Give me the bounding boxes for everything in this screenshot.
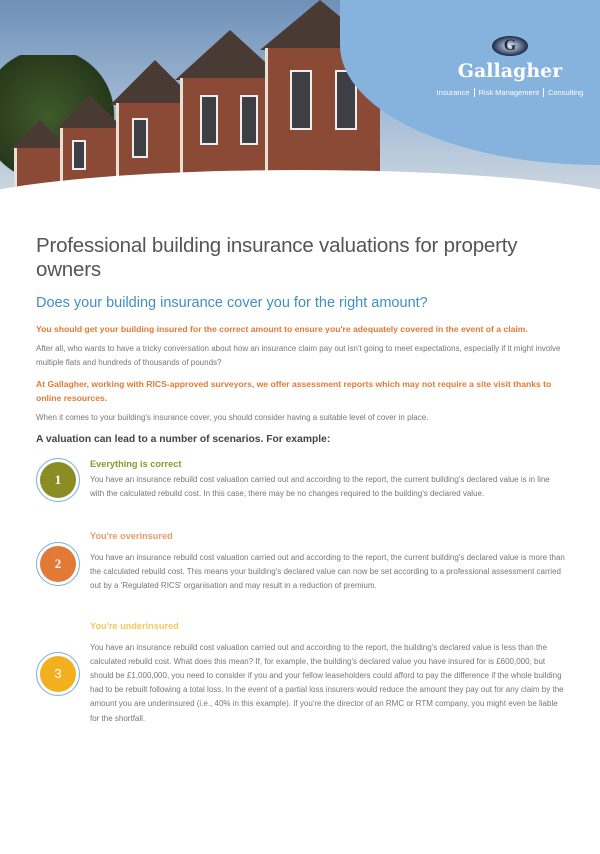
number-badge: 3: [36, 652, 80, 696]
page-title: Professional building insurance valuations for property owners: [36, 234, 518, 281]
tagline-consulting: Consulting: [543, 88, 583, 97]
paragraph-2: When it comes to your building's insurance cover, you should consider having a suitable level of cover in place.: [36, 413, 429, 422]
scenario-title: You're overinsured: [90, 531, 173, 541]
scenario-1: [36, 458, 566, 502]
subtitle: Does your building insurance cover you for the right amount?: [36, 295, 428, 311]
scenarios-intro: A valuation can lead to a number of scenarios. For example:: [36, 434, 331, 445]
scenario-body: You have an insurance rebuild cost valuation carried out and according to the report, the current building's declared value is more than the calculated rebuild cost. This means your building's declared value can now be set according to a professional assessment carried out by a 'Regulated RICS' organisation and may result in a reduction of premium.: [90, 553, 565, 591]
brand-name: Gallagher: [457, 60, 563, 82]
paragraph-1: After all, who wants to have a tricky conversation about how an insurance claim pay out isn't going to meet expectations, especially if it might involve multiple flats and hundreds of thousands of pounds?: [36, 344, 561, 367]
scenario-title: Everything is correct: [90, 459, 182, 469]
scenario-title: You're underinsured: [90, 620, 179, 631]
lead-text-2: At Gallagher, working with RICS-approved surveyors, we offer assessment reports which may not require a site visit thanks to online resources.: [36, 379, 552, 403]
scenario-2: [36, 530, 566, 594]
document-body: [36, 0, 566, 766]
number-badge: 2: [36, 542, 80, 586]
scenario-body: You have an insurance rebuild cost valuation carried out and according to the report, the building's declared value is less than the calculated rebuild cost. What does this mean? If, for example, the building's declared value you have insured for is £600,000, but should be £1,000,000, you need to consider if you and your fellow leaseholders could afford to pay the difference if the whole building had to be rebuilt following a total loss. In the event of a partial loss insurers would reduce the amount they pay out for any claim by the amount you are underinsured (i.e., 40% in this example). If you're the director of an RMC or RTM company, you might even be liable for the shortfall.: [90, 642, 564, 723]
logo-icon: G: [492, 36, 528, 56]
scenario-3: [36, 620, 566, 726]
tagline-risk: Risk Management: [474, 88, 539, 97]
lead-text-1: You should get your building insured for the correct amount to ensure you're adequately covered in the event of a claim.: [36, 324, 528, 334]
number-badge: 1: [36, 458, 80, 502]
scenario-body: You have an insurance rebuild cost valuation carried out and according to the report, the current building's declared value is in line with the calculated rebuild cost. In this case, there may be no changes required to the building's declared value.: [90, 475, 550, 499]
tagline-insurance: Insurance: [436, 88, 470, 97]
